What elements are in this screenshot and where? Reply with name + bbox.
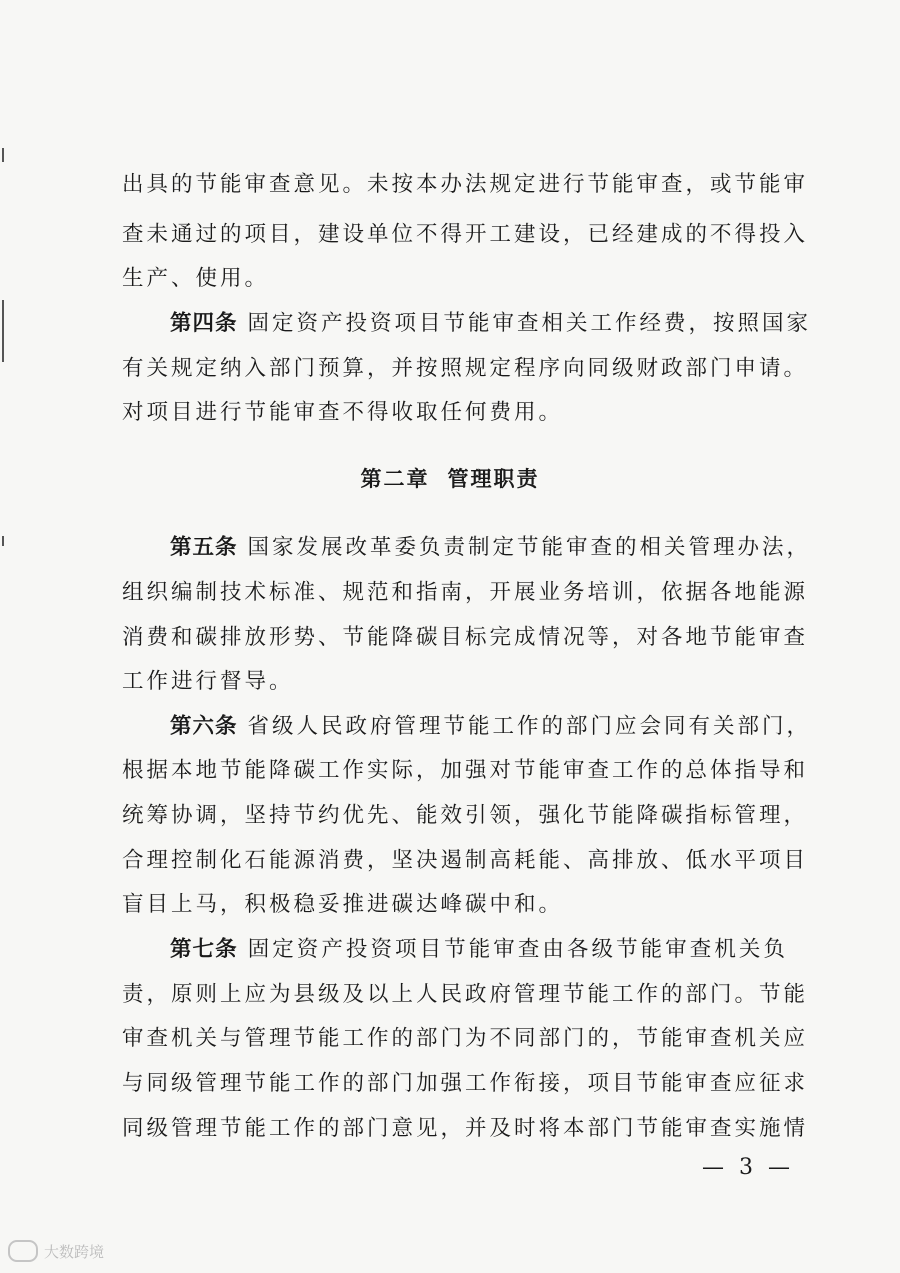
article-7-line: 责，原则上应为县级及以上人民政府管理节能工作的部门。节能 (122, 982, 809, 1007)
paragraph-line: 查未通过的项目，建设单位不得开工建设，已经建成的不得投入 (122, 222, 809, 247)
scan-edge-mark (2, 300, 4, 362)
article-7-line: 与同级管理节能工作的部门加强工作衔接，项目节能审查应征求 (122, 1071, 809, 1096)
article-6-line: 根据本地节能降碳工作实际，加强对节能审查工作的总体指导和 (122, 758, 809, 783)
page-number: — 3 — (702, 1155, 794, 1180)
paragraph-line: 生产、使用。 (122, 266, 270, 291)
article-6-label: 第六条 (170, 714, 238, 739)
article-5-line: 工作进行督导。 (122, 669, 294, 694)
article-4-label: 第四条 (170, 311, 238, 336)
paragraph-line: 出具的节能审查意见。未按本办法规定进行节能审查，或节能审 (122, 172, 809, 197)
article-4-line: 有关规定纳入部门预算，并按照规定程序向同级财政部门申请。 (122, 356, 809, 381)
article-4-line: 对项目进行节能审查不得收取任何费用。 (122, 400, 564, 425)
article-5-line: 组织编制技术标准、规范和指南，开展业务培训，依据各地能源 (122, 580, 809, 605)
article-7-line: 同级管理节能工作的部门意见，并及时将本部门节能审查实施情 (122, 1116, 809, 1141)
article-4-line: 第四条 固定资产投资项目节能审查相关工作经费，按照国家 (170, 311, 812, 336)
watermark-logo-icon (8, 1240, 38, 1262)
article-6-line: 统筹协调，坚持节约优先、能效引领，强化节能降碳指标管理， (122, 803, 809, 828)
watermark (8, 1240, 104, 1262)
article-6-line: 盲目上马，积极稳妥推进碳达峰碳中和。 (122, 892, 564, 917)
article-5-line: 第五条 国家发展改革委负责制定节能审查的相关管理办法， (170, 535, 812, 560)
article-7-line: 第七条 固定资产投资项目节能审查由各级节能审查机关负 (170, 937, 788, 962)
watermark-text: 大数跨境 (44, 1242, 105, 1261)
scan-edge-mark (2, 536, 4, 546)
article-7-line: 审查机关与管理节能工作的部门为不同部门的，节能审查机关应 (122, 1026, 809, 1051)
scan-edge-mark (2, 148, 4, 162)
article-5-line: 消费和碳排放形势、节能降碳目标完成情况等，对各地节能审查 (122, 625, 809, 650)
article-6-line: 第六条 省级人民政府管理节能工作的部门应会同有关部门， (170, 714, 812, 739)
chapter-number: 第二章 (360, 467, 430, 491)
article-6-line: 合理控制化石能源消费，坚决遏制高耗能、高排放、低水平项目 (122, 848, 809, 873)
chapter-heading (0, 463, 900, 493)
article-5-label: 第五条 (170, 535, 238, 560)
chapter-title: 管理职责 (447, 467, 540, 491)
article-7-label: 第七条 (170, 937, 238, 962)
